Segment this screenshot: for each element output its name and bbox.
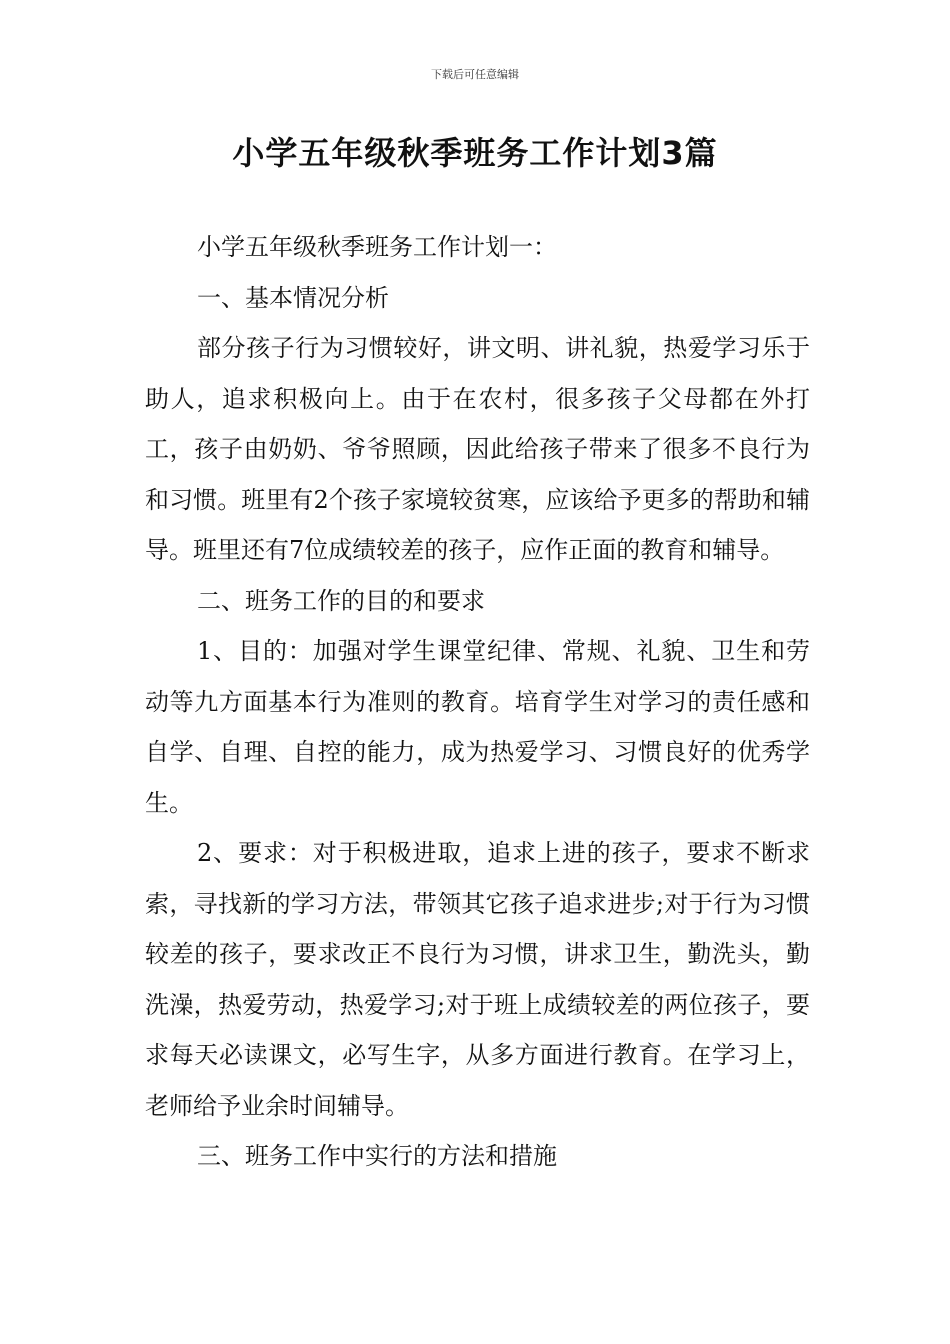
body-paragraph: 2、要求：对于积极进取，追求上进的孩子，要求不断求索，寻找新的学习方法，带领其它孩子追求进步;对于行为习惯较差的孩子，要求改正不良行为习惯，讲求卫生，勤洗头，勤洗澡，热爱劳动，热爱学习;对于班上成绩较差的两位孩子，要求每天必读课文，必写生字，从多方面进行教育。在学习上，老师给予业余时间辅导。	[145, 839, 810, 1120]
page-header-note: 下载后可任意编辑	[431, 68, 519, 81]
document-body	[145, 222, 810, 1182]
section-heading-2: 二、班务工作的目的和要求	[197, 586, 485, 615]
body-paragraph: 1、目的：加强对学生课堂纪律、常规、礼貌、卫生和劳动等九方面基本行为准则的教育。培育学生对学习的责任感和自学、自理、自控的能力，成为热爱学习、习惯良好的优秀学生。	[145, 637, 810, 817]
section-heading-3: 三、班务工作中实行的方法和措施	[197, 1142, 557, 1170]
document-title: 小学五年级秋季班务工作计划3篇	[232, 134, 718, 172]
section-heading-1: 一、基本情况分析	[197, 283, 389, 312]
plan-intro-line: 小学五年级秋季班务工作计划一：	[197, 233, 557, 261]
body-paragraph: 部分孩子行为习惯较好，讲文明、讲礼貌，热爱学习乐于助人，追求积极向上。由于在农村，很多孩子父母都在外打工，孩子由奶奶、爷爷照顾，因此给孩子带来了很多不良行为和习惯。班里有2个孩子家境较贫寒，应该给予更多的帮助和辅导。班里还有7位成绩较差的孩子，应作正面的教育和辅导。	[145, 334, 810, 564]
